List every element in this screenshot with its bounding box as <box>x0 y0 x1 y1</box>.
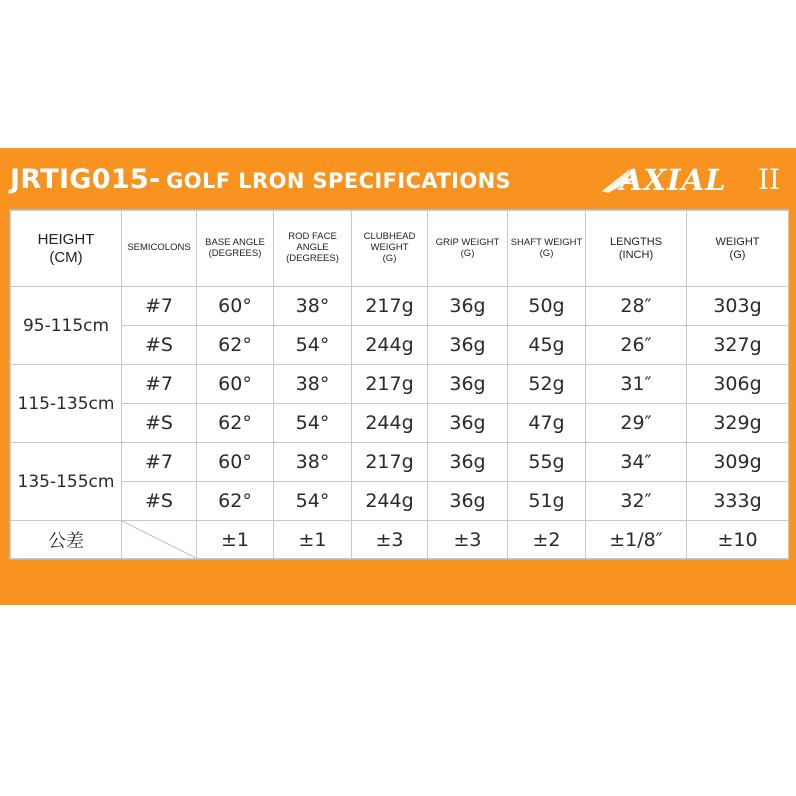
clubhead-weight-cell: 244g <box>352 404 428 443</box>
table-row <box>11 287 789 326</box>
grip-weight-cell: 36g <box>428 365 508 404</box>
col-header-rod-face-angle: ROD FACE ANGLE (DEGREES) <box>274 211 352 287</box>
model-code: JRTIG015- <box>10 164 161 195</box>
height-range-cell: 135-155cm <box>11 443 122 521</box>
brand-logo <box>600 161 790 197</box>
club-cell: #7 <box>122 365 197 404</box>
length-cell: 28″ <box>586 287 687 326</box>
grip-weight-cell: 36g <box>428 482 508 521</box>
shaft-weight-cell: 51g <box>508 482 586 521</box>
club-cell: #S <box>122 482 197 521</box>
page-title <box>10 160 511 200</box>
rod-face-angle-cell: 54° <box>274 482 352 521</box>
base-angle-cell: 60° <box>197 443 274 482</box>
club-cell: #S <box>122 404 197 443</box>
clubhead-weight-cell: 217g <box>352 443 428 482</box>
tolerance-base-angle: ±1 <box>197 521 274 559</box>
diagonal-divider <box>122 521 197 559</box>
table-row <box>11 365 789 404</box>
shaft-weight-cell: 45g <box>508 326 586 365</box>
height-range-cell: 95-115cm <box>11 287 122 365</box>
clubhead-weight-cell: 217g <box>352 365 428 404</box>
rod-face-angle-cell: 38° <box>274 443 352 482</box>
weight-cell: 303g <box>687 287 789 326</box>
rod-face-angle-cell: 38° <box>274 287 352 326</box>
col-header-height: HEIGHT (CM) <box>11 211 122 287</box>
length-cell: 29″ <box>586 404 687 443</box>
tolerance-label: 公差 <box>11 521 122 559</box>
shaft-weight-cell: 50g <box>508 287 586 326</box>
col-header-base-angle: BASE ANGLE (DEGREES) <box>197 211 274 287</box>
length-cell: 31″ <box>586 365 687 404</box>
brand-suffix: II <box>758 163 781 196</box>
base-angle-cell: 62° <box>197 482 274 521</box>
weight-cell: 309g <box>687 443 789 482</box>
weight-cell: 306g <box>687 365 789 404</box>
length-cell: 34″ <box>586 443 687 482</box>
col-header-semicolons: SEMICOLONS <box>122 211 197 287</box>
tolerance-row <box>11 521 789 559</box>
col-header-clubhead-weight: CLUBHEAD WEIGHT (G) <box>352 211 428 287</box>
length-cell: 26″ <box>586 326 687 365</box>
table-row <box>11 326 789 365</box>
brand-name: AXIAL <box>620 163 727 197</box>
tolerance-shaft-weight: ±2 <box>508 521 586 559</box>
shaft-weight-cell: 47g <box>508 404 586 443</box>
club-cell: #7 <box>122 443 197 482</box>
length-cell: 32″ <box>586 482 687 521</box>
rod-face-angle-cell: 54° <box>274 326 352 365</box>
diagonal-line-icon <box>122 521 196 558</box>
shaft-weight-cell: 52g <box>508 365 586 404</box>
weight-cell: 327g <box>687 326 789 365</box>
col-header-lengths: LENGTHS (INCH) <box>586 211 687 287</box>
rod-face-angle-cell: 54° <box>274 404 352 443</box>
base-angle-cell: 60° <box>197 287 274 326</box>
col-header-shaft-weight: SHAFT WEIGHT (G) <box>508 211 586 287</box>
tolerance-grip-weight: ±3 <box>428 521 508 559</box>
height-range-cell: 115-135cm <box>11 365 122 443</box>
club-cell: #7 <box>122 287 197 326</box>
clubhead-weight-cell: 244g <box>352 482 428 521</box>
col-header-grip-weight: GRIP WEIGHT (G) <box>428 211 508 287</box>
weight-cell: 333g <box>687 482 789 521</box>
table-row <box>11 404 789 443</box>
tolerance-rod-face-angle: ±1 <box>274 521 352 559</box>
grip-weight-cell: 36g <box>428 287 508 326</box>
rod-face-angle-cell: 38° <box>274 365 352 404</box>
table-row <box>11 443 789 482</box>
col-header-weight: WEIGHT (G) <box>687 211 789 287</box>
grip-weight-cell: 36g <box>428 404 508 443</box>
club-cell: #S <box>122 326 197 365</box>
tolerance-weight: ±10 <box>687 521 789 559</box>
grip-weight-cell: 36g <box>428 326 508 365</box>
weight-cell: 329g <box>687 404 789 443</box>
spec-table <box>9 209 789 560</box>
table-row <box>11 482 789 521</box>
shaft-weight-cell: 55g <box>508 443 586 482</box>
clubhead-weight-cell: 217g <box>352 287 428 326</box>
base-angle-cell: 62° <box>197 404 274 443</box>
base-angle-cell: 62° <box>197 326 274 365</box>
tolerance-clubhead-weight: ±3 <box>352 521 428 559</box>
base-angle-cell: 60° <box>197 365 274 404</box>
tolerance-length: ±1/8″ <box>586 521 687 559</box>
clubhead-weight-cell: 244g <box>352 326 428 365</box>
title-text: GOLF LRON SPECIFICATIONS <box>166 169 512 193</box>
grip-weight-cell: 36g <box>428 443 508 482</box>
header-row <box>11 211 789 287</box>
